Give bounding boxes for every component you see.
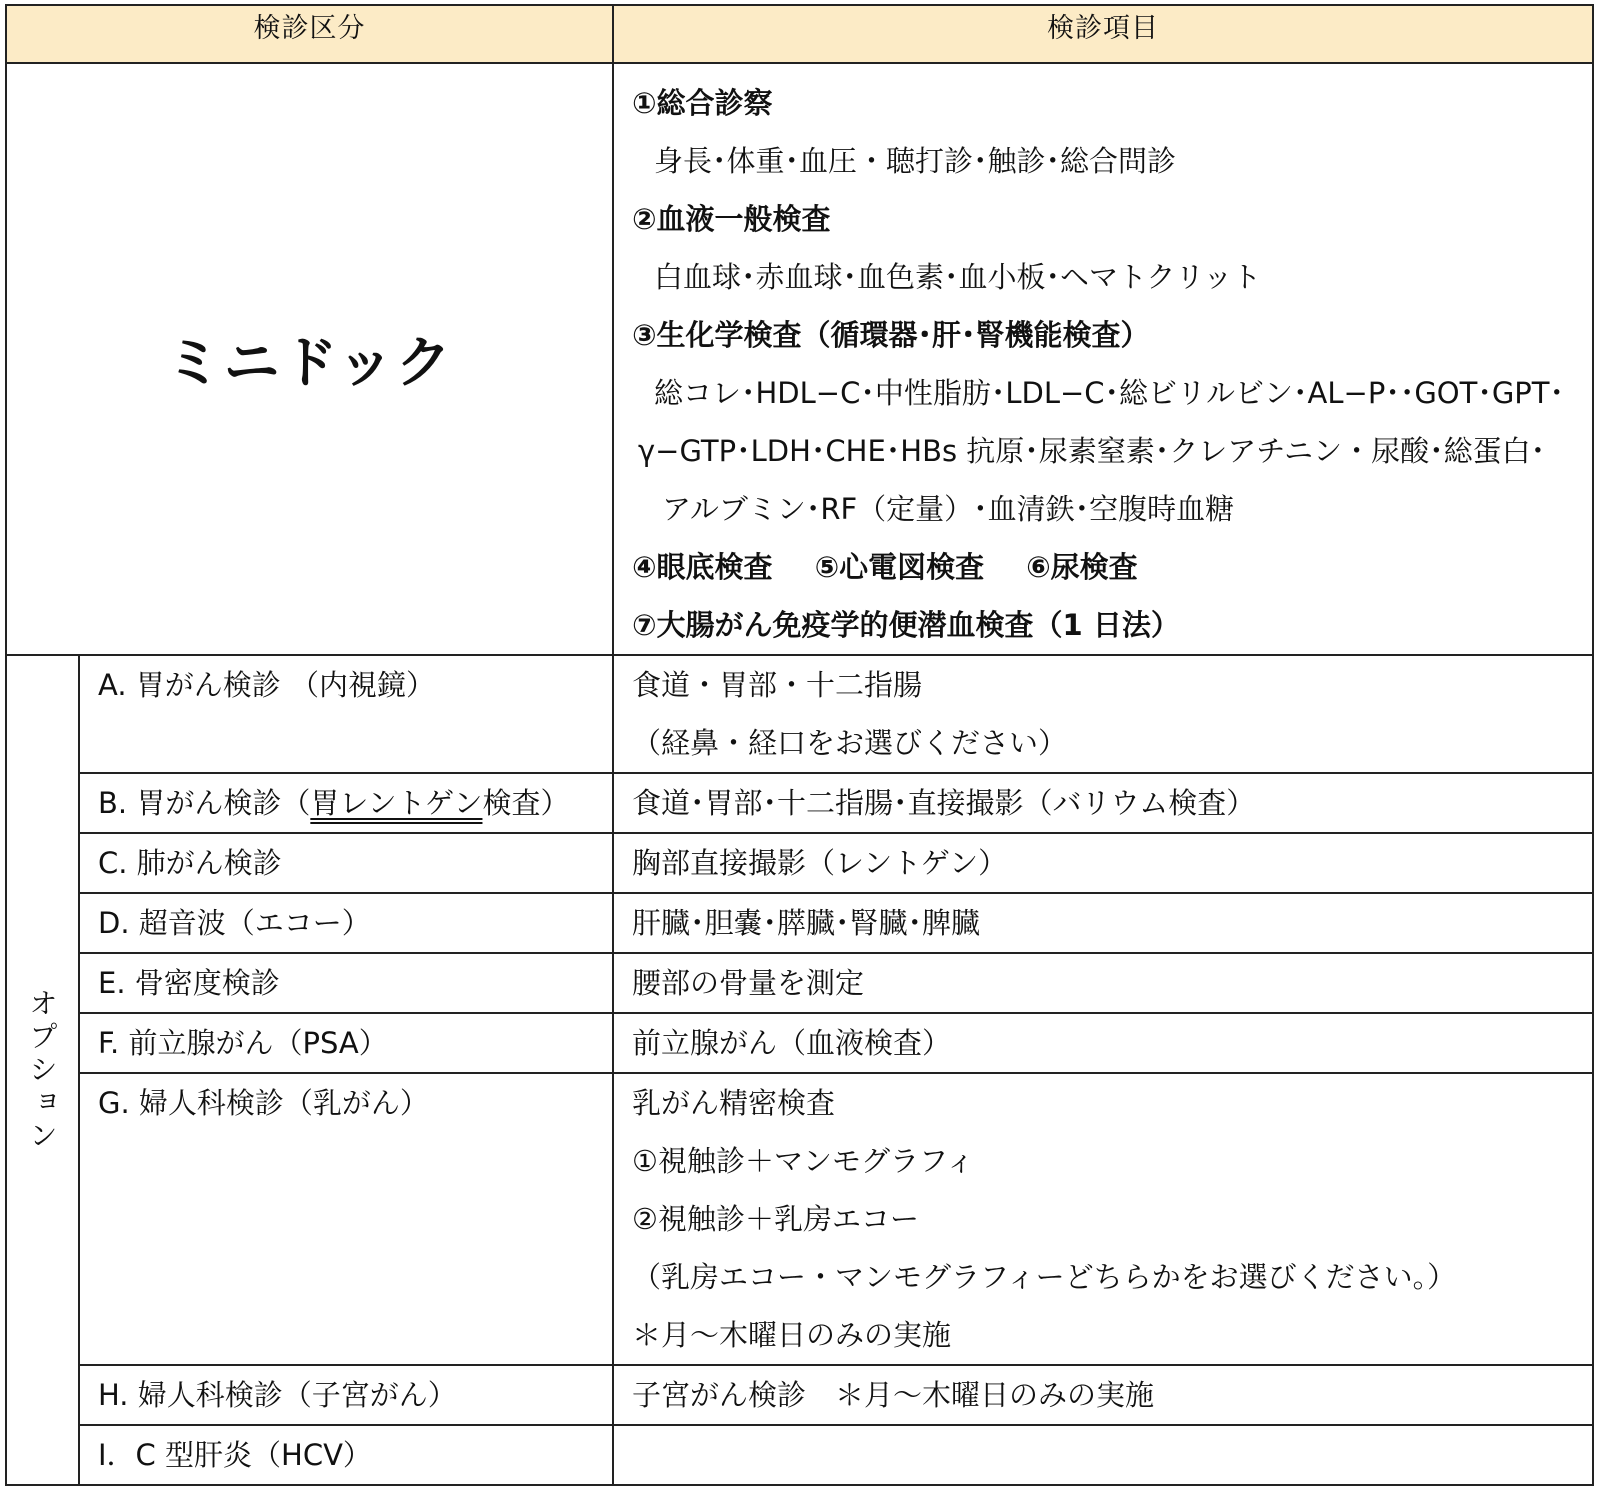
minidock-item: 身長･体重･血圧・聴打診･触診･総合問診 [654,144,1177,178]
option-details: 前立腺がん（血液検査） [613,1013,1593,1073]
exam-table [5,4,1594,1486]
option-category: B. 胃がん検診（胃レントゲン検査） [79,773,613,833]
header-row [6,5,1593,63]
option-category: I．C 型肝炎（HCV） [79,1425,613,1485]
option-category: A. 胃がん検診 （内視鏡） [79,655,613,773]
minidock-item: ①総合診察 [632,86,773,120]
minidock-item: ⑥尿検査 [1026,550,1138,584]
option-row [6,1425,1593,1485]
options-label: オプション [6,655,79,1485]
minidock-item: 総コレ･HDL−C･中性脂肪･LDL−C･総ビリルビン･AL−P･･GOT･GPT･ [654,376,1565,410]
option-row [6,1013,1593,1073]
option-details: 胸部直接撮影（レントゲン） [613,833,1593,893]
option-category: C. 肺がん検診 [79,833,613,893]
option-details: 腰部の骨量を測定 [613,953,1593,1013]
option-row [6,655,1593,773]
minidock-items [613,63,1593,655]
option-category: G. 婦人科検診（乳がん） [79,1073,613,1365]
option-row [6,893,1593,953]
option-row [6,833,1593,893]
option-category: F. 前立腺がん（PSA） [79,1013,613,1073]
option-category: D. 超音波（エコー） [79,893,613,953]
option-row [6,773,1593,833]
option-details [613,1425,1593,1485]
option-row [6,1073,1593,1365]
minidock-row [6,63,1593,655]
minidock-label: ミニドック [6,63,613,655]
header-category: 検診区分 [6,5,613,63]
header-items: 検診項目 [613,5,1593,63]
option-row [6,953,1593,1013]
minidock-item: ②血液一般検査 [632,202,831,236]
minidock-item: ⑦大腸がん免疫学的便潜血検査（1 日法） [632,608,1180,642]
option-category: H. 婦人科検診（子宮がん） [79,1365,613,1425]
minidock-item: 白血球･赤血球･血色素･血小板･ヘマトクリット [654,260,1262,294]
option-row [6,1365,1593,1425]
option-details: 食道･胃部･十二指腸･直接撮影（バリウム検査） [613,773,1593,833]
minidock-item: アルブミン･RF（定量）･血清鉄･空腹時血糖 [662,492,1235,526]
option-details: 乳がん精密検査 ①視触診＋マンモグラフィ ②視触診＋乳房エコー （乳房エコー・マンモグラフィーどちらかをお選びください。） ＊月～木曜日のみの実施 [613,1073,1593,1365]
minidock-item-row [632,538,1592,596]
minidock-item: γ−GTP･LDH･CHE･HBs 抗原･尿素窒素･クレアチニン・尿酸･総蛋白･ [638,434,1546,468]
minidock-item: ④眼底検査 [632,550,773,584]
option-details: 子宮がん検診 ＊月～木曜日のみの実施 [613,1365,1593,1425]
option-details: 食道・胃部・十二指腸 （経鼻・経口をお選びください） [613,655,1593,773]
option-details: 肝臓･胆嚢･膵臓･腎臓･脾臓 [613,893,1593,953]
option-category: E. 骨密度検診 [79,953,613,1013]
minidock-item: ⑤心電図検査 [814,550,985,584]
minidock-item: ③生化学検査（循環器･肝･腎機能検査） [632,318,1150,352]
